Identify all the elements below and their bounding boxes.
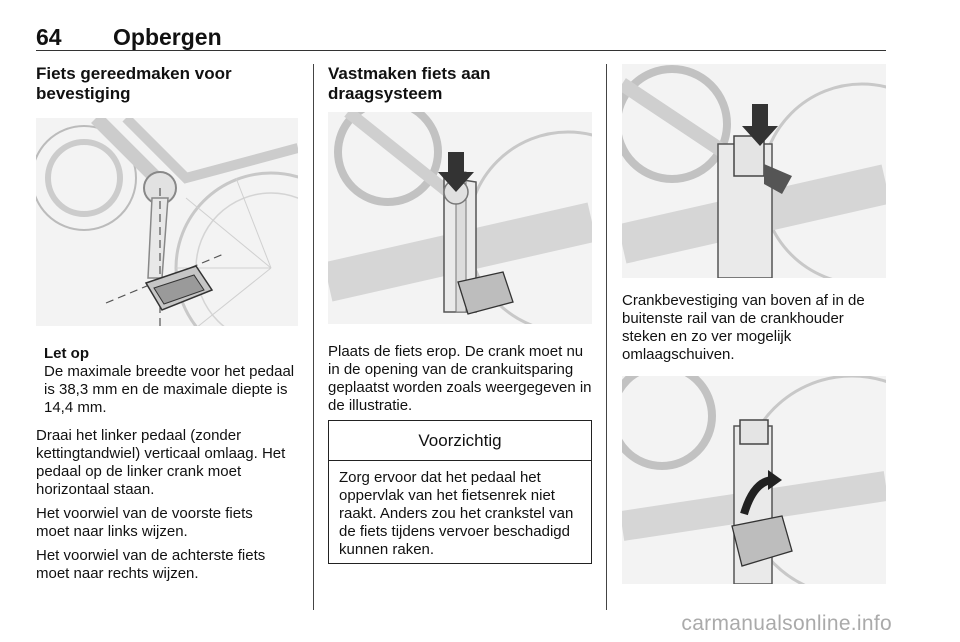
instruction-paragraph: Plaats de fiets erop. De crank moet nu in de opening van de crankuitsparing geplaatst worden zoals weergegeven in de illustratie.	[328, 343, 592, 414]
column-3-body	[622, 292, 890, 364]
instruction-paragraph: Crankbevestiging van boven af in de buitenste rail van de crankhouder steken en zo ver mogelijk omlaagschuiven.	[622, 292, 865, 363]
column-2	[328, 64, 592, 104]
heading-prepare-bike: Fiets gereedmaken voor bevestiging	[36, 64, 232, 103]
page-header	[36, 24, 886, 51]
illustration-crank-insert	[328, 112, 592, 324]
illustration-crank-holder-lowered	[622, 376, 886, 584]
illustration-pedal-position	[36, 118, 298, 326]
section-title: Opbergen	[113, 24, 222, 50]
caution-text: Zorg ervoor dat het pedaal het oppervlak van het fietsenrek niet raakt. Anders zou het crankstel van de fiets tijdens vervoer beschadigd kunnen raken.	[339, 469, 574, 558]
column-1	[36, 64, 298, 104]
instruction-paragraph: Draai het linker pedaal (zonder kettingtandwiel) verticaal omlaag. Het pedaal op de linker crank moet horizontaal staan.	[36, 427, 286, 498]
heading-attach-bike: Vastmaken fiets aan draagsysteem	[328, 64, 491, 103]
column-divider	[606, 64, 607, 610]
page-number: 64	[36, 24, 62, 50]
caution-box	[328, 420, 592, 564]
watermark: carmanualsonline.info	[681, 612, 892, 635]
caution-title: Voorzichtig	[329, 421, 591, 461]
column-1-body	[36, 345, 298, 583]
instruction-paragraph: Het voorwiel van de achterste fiets moet naar rechts wijzen.	[36, 547, 266, 582]
note-title: Let op	[44, 345, 89, 362]
column-divider	[313, 64, 314, 610]
instruction-paragraph: Het voorwiel van de voorste fiets moet naar links wijzen.	[36, 505, 253, 540]
illustration-crank-holder-top	[622, 64, 886, 278]
note-text: De maximale breedte voor het pedaal is 38,3 mm en de maximale diepte is 14,4 mm.	[44, 363, 295, 416]
note-block	[36, 345, 298, 417]
column-2-body	[328, 343, 592, 415]
